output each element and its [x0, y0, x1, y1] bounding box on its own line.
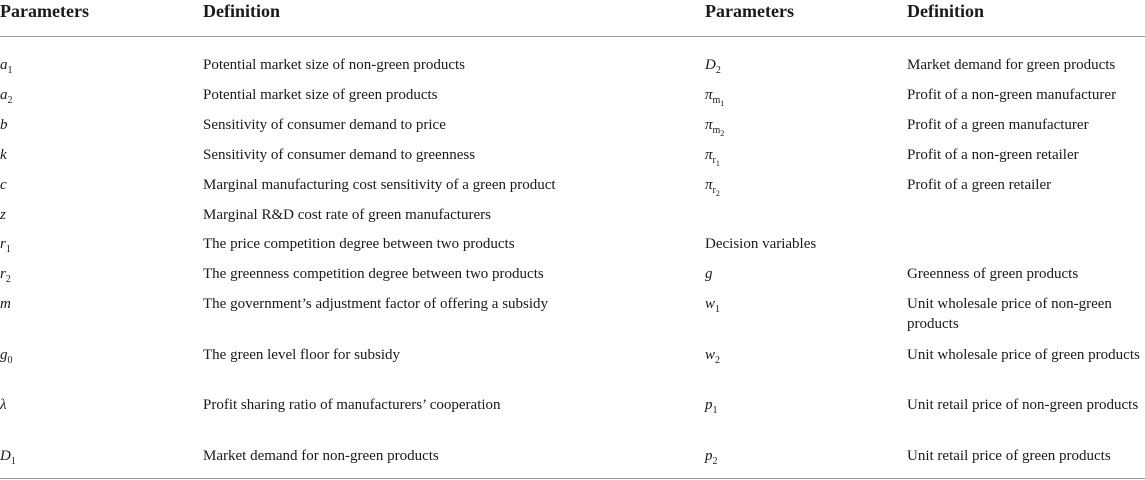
param-symbol: g	[705, 266, 713, 282]
definition-cell-left: The price competition degree between two products	[203, 236, 515, 252]
param-cell-left	[0, 264, 11, 290]
param-symbol: $w_2$	[705, 347, 721, 366]
param-cell-right	[705, 264, 713, 284]
header-definition-left: Definition	[203, 1, 281, 21]
definition-cell-left: Market demand for non-green products	[203, 448, 439, 464]
param-symbol: $D_2$	[705, 57, 721, 76]
param-cell-left	[0, 85, 13, 111]
bottom-rule	[0, 478, 1145, 479]
definition-cell-right: Unit retail price of green products	[907, 448, 1111, 464]
param-cell-right	[705, 395, 718, 421]
header-parameters-left: Parameters	[0, 1, 89, 21]
definition-cell-right: Unit wholesale price of green products	[907, 347, 1140, 363]
header-definition-right: Definition	[907, 1, 985, 21]
param-symbol: $r_2$	[0, 266, 11, 285]
definition-cell-left: The green level floor for subsidy	[203, 347, 401, 363]
param-symbol: λ	[0, 397, 7, 413]
param-symbol: m	[0, 296, 11, 312]
param-cell-left	[0, 115, 8, 135]
param-cell-right	[705, 234, 816, 254]
param-cell-right	[705, 446, 718, 472]
param-symbol: $w_1$	[705, 296, 721, 315]
param-symbol: $p_1$	[705, 397, 718, 416]
param-cell-left	[0, 55, 13, 81]
param-symbol: $a_2$	[0, 87, 13, 106]
param-cell-left	[0, 294, 11, 314]
param-cell-left	[0, 345, 13, 371]
param-symbol: $p_2$	[705, 448, 718, 467]
param-symbol: $r_1$	[0, 236, 11, 255]
param-symbol: $\pi_{m_1}$	[705, 87, 725, 108]
definition-cell-left: Marginal manufacturing cost sensitivity of a green product	[203, 177, 556, 193]
definition-cell-left: Sensitivity of consumer demand to price	[203, 117, 446, 133]
param-cell-right	[705, 85, 724, 114]
param-cell-right	[705, 55, 721, 81]
param-symbol: k	[0, 147, 7, 163]
param-cell-left	[0, 234, 11, 260]
param-cell-left	[0, 145, 7, 165]
definition-cell-right: Greenness of green products	[907, 266, 1079, 282]
param-symbol: $D_1$	[0, 448, 16, 467]
header-parameters-right: Parameters	[705, 1, 794, 21]
param-cell-left	[0, 395, 7, 415]
definition-cell-left: Marginal R&D cost rate of green manufacturers	[203, 207, 491, 223]
param-symbol: $g_0$	[0, 347, 13, 366]
param-cell-left	[0, 205, 6, 225]
definition-cell-left: Sensitivity of consumer demand to greenness	[203, 147, 476, 163]
definition-cell-right: Unit wholesale price of non-green products	[907, 296, 1112, 332]
section-label: Decision variables	[705, 236, 817, 252]
param-symbol: z	[0, 207, 6, 223]
definition-cell-left: The government’s adjustment factor of offering a subsidy	[203, 296, 549, 312]
param-symbol: $\pi_{m_2}$	[705, 117, 725, 138]
param-symbol: $\pi_{r_2}$	[705, 177, 720, 198]
definition-cell-right: Profit of a non-green retailer	[907, 147, 1079, 163]
param-cell-right	[705, 145, 720, 174]
definition-cell-right: Market demand for green products	[907, 57, 1116, 73]
param-cell-right	[705, 175, 720, 204]
definition-cell-right: Profit of a non-green manufacturer	[907, 87, 1117, 103]
definition-cell-left: Profit sharing ratio of manufacturers’ cooperation	[203, 397, 501, 413]
param-symbol: $\pi_{r_1}$	[705, 147, 720, 168]
definition-cell-left: Potential market size of green products	[203, 87, 438, 103]
param-cell-right	[705, 115, 724, 144]
param-cell-right	[705, 345, 720, 371]
param-symbol: c	[0, 177, 7, 193]
param-cell-left	[0, 175, 7, 195]
definition-cell-right: Unit retail price of non-green products	[907, 397, 1139, 413]
param-symbol: $a_1$	[0, 57, 13, 76]
table-header	[0, 0, 1145, 37]
definition-cell-right: Profit of a green manufacturer	[907, 117, 1089, 133]
param-cell-right	[705, 294, 720, 320]
definition-cell-right: Profit of a green retailer	[907, 177, 1052, 193]
param-symbol: b	[0, 117, 8, 133]
param-cell-left	[0, 446, 16, 472]
definition-cell-left: Potential market size of non-green products	[203, 57, 466, 73]
definition-cell-left: The greenness competition degree between two products	[203, 266, 544, 282]
